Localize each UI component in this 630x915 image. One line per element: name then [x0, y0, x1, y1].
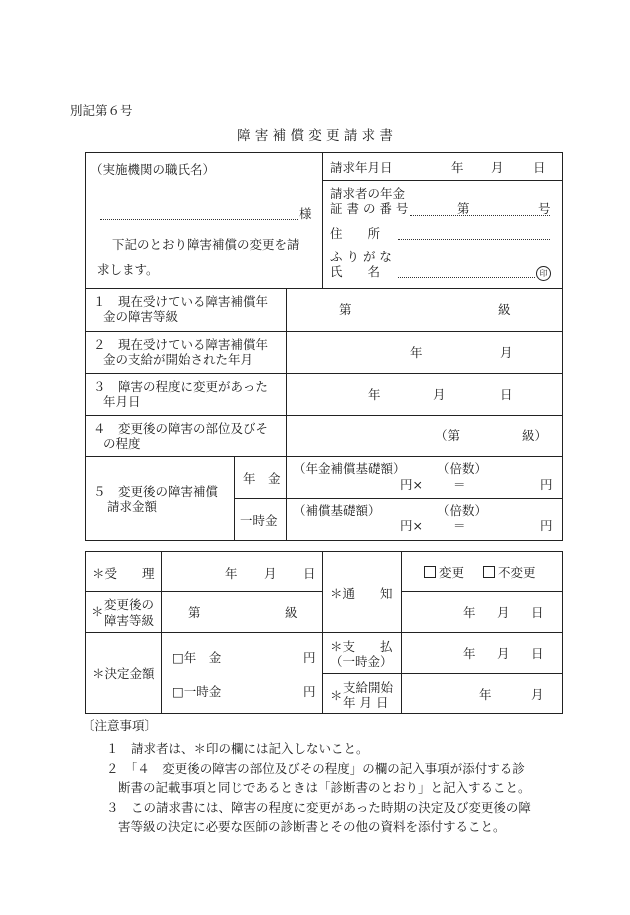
- receipt-month: 月: [264, 566, 277, 581]
- lump-yen-times: 円×: [400, 518, 423, 533]
- amount-pension[interactable]: □年 金: [172, 650, 222, 665]
- grade-dai: 第: [188, 605, 201, 620]
- unchanged-option[interactable]: 不変更: [483, 565, 536, 580]
- date-label: 請求年月日: [330, 160, 393, 175]
- form-number: 別記第６号: [70, 103, 133, 118]
- seal-mark: 印: [536, 264, 551, 281]
- start-month: 月: [531, 687, 544, 702]
- item4-dai: （第: [435, 428, 461, 443]
- receipt-year: 年: [225, 566, 238, 581]
- item3-month: 月: [433, 387, 446, 402]
- item2-label-2: 金の支給が開始された年月: [103, 352, 254, 367]
- lump-multiplier-label: （倍数）: [437, 503, 488, 518]
- item3-label-1: ３ 障害の程度に変更があった: [93, 379, 268, 394]
- note-2-line-2: 断書の記載事項と同じであるときは「診断書のとおり」と記入すること。: [118, 780, 531, 795]
- payment-month: 月: [497, 646, 510, 661]
- item2-label-1: ２ 現在受けている障害補償年: [93, 337, 269, 352]
- item3-label-2: 年月日: [103, 394, 141, 409]
- address-line[interactable]: [398, 239, 550, 240]
- furigana-label: ふ り が な: [330, 249, 392, 264]
- payment-day: 日: [531, 646, 544, 661]
- lump-yen-total: 円: [540, 518, 553, 533]
- note-1: １ 請求者は、＊印の欄には記入しないこと。: [106, 741, 369, 756]
- item5-lump-label: 一時金: [240, 513, 278, 528]
- item3-day: 日: [500, 387, 513, 402]
- item3-year: 年: [368, 387, 381, 402]
- start-label-2: 年 月 日: [343, 695, 389, 710]
- pension-yen-total: 円: [540, 477, 553, 492]
- item2-year: 年: [410, 345, 423, 360]
- item5-pension-label: 年 金: [243, 471, 281, 486]
- amount-label: ＊決定金額: [92, 666, 155, 681]
- pension-go: 号: [538, 201, 551, 216]
- pension-yen-times: 円×: [400, 477, 423, 492]
- receipt-label: ＊受 理: [92, 566, 155, 581]
- item5-label-2: 請求金額: [107, 499, 158, 514]
- pension-equals: ＝: [453, 477, 466, 492]
- item5-label-1: ５ 変更後の障害補償: [93, 484, 219, 499]
- notice-month: 月: [497, 605, 510, 620]
- payment-year: 年: [463, 646, 476, 661]
- payment-label-2: （一時金）: [330, 654, 393, 669]
- amount-pension-yen: 円: [303, 650, 316, 665]
- changed-option[interactable]: 変更: [424, 565, 464, 580]
- lump-base-label: （補償基礎額）: [293, 503, 381, 518]
- pension-number-label-1: 請求者の年金: [330, 186, 406, 201]
- lump-equals: ＝: [453, 518, 466, 533]
- name-line[interactable]: [398, 277, 535, 278]
- date-day: 日: [533, 160, 546, 175]
- pension-multiplier-label: （倍数）: [437, 461, 488, 476]
- grade-kyu: 級: [285, 605, 298, 620]
- honorific: 様: [299, 206, 312, 221]
- item1-kyu: 級: [498, 302, 511, 317]
- note-3-line-1: ３ この請求書には、障害の程度に変更があった時期の決定及び変更後の障: [106, 800, 531, 815]
- request-text-2: 求します。: [97, 262, 159, 277]
- amount-lump-yen: 円: [303, 684, 316, 699]
- date-year: 年: [451, 160, 464, 175]
- notice-day: 日: [531, 605, 544, 620]
- amount-lump[interactable]: □一時金: [172, 684, 222, 699]
- pension-dai: 第: [457, 201, 470, 216]
- notes-heading: 〔注意事項〕: [82, 718, 158, 733]
- start-year: 年: [479, 687, 492, 702]
- item2-month: 月: [500, 345, 513, 360]
- agency-label: （実施機関の職氏名）: [90, 162, 216, 177]
- start-star: ＊: [330, 688, 343, 703]
- start-label-1: 支給開始: [343, 680, 394, 695]
- request-text-1: 下記のとおり障害補償の変更を請: [112, 237, 300, 252]
- note-2-line-1: ２ 「４ 変更後の障害の部位及びその程度」の欄の記入事項が添付する診: [106, 761, 525, 776]
- item1-dai: 第: [339, 302, 352, 317]
- item1-label-2: 金の障害等級: [103, 309, 179, 324]
- changed-checkbox[interactable]: [424, 566, 436, 578]
- item4-kyu: 級）: [522, 428, 548, 443]
- grade-star: ＊: [91, 604, 104, 619]
- item4-label-1: ４ 変更後の障害の部位及びそ: [93, 421, 269, 436]
- name-label: 氏 名: [330, 264, 381, 279]
- pension-base-label: （年金補償基礎額）: [293, 461, 406, 476]
- note-3-line-2: 害等級の決定に必要な医師の診断書とその他の資料を添付すること。: [118, 819, 506, 834]
- pension-number-label-2: 証 書 の 番 号: [330, 201, 409, 216]
- unchanged-checkbox[interactable]: [483, 566, 495, 578]
- pension-number-line[interactable]: [410, 215, 550, 216]
- form-title: 障 害 補 償 変 更 請 求 書: [237, 128, 393, 144]
- payment-label-1: ＊支 払: [330, 639, 393, 654]
- notice-label: ＊通 知: [330, 586, 393, 601]
- item1-label-1: １ 現在受けている障害補償年: [93, 294, 269, 309]
- agency-name-line[interactable]: [100, 219, 298, 220]
- grade-label-1: 変更後の: [104, 597, 155, 612]
- item4-label-2: の程度: [103, 436, 141, 451]
- notice-year: 年: [463, 605, 476, 620]
- receipt-day: 日: [303, 566, 316, 581]
- address-label: 住 所: [330, 226, 381, 241]
- grade-label-2: 障害等級: [104, 613, 155, 628]
- date-month: 月: [491, 160, 504, 175]
